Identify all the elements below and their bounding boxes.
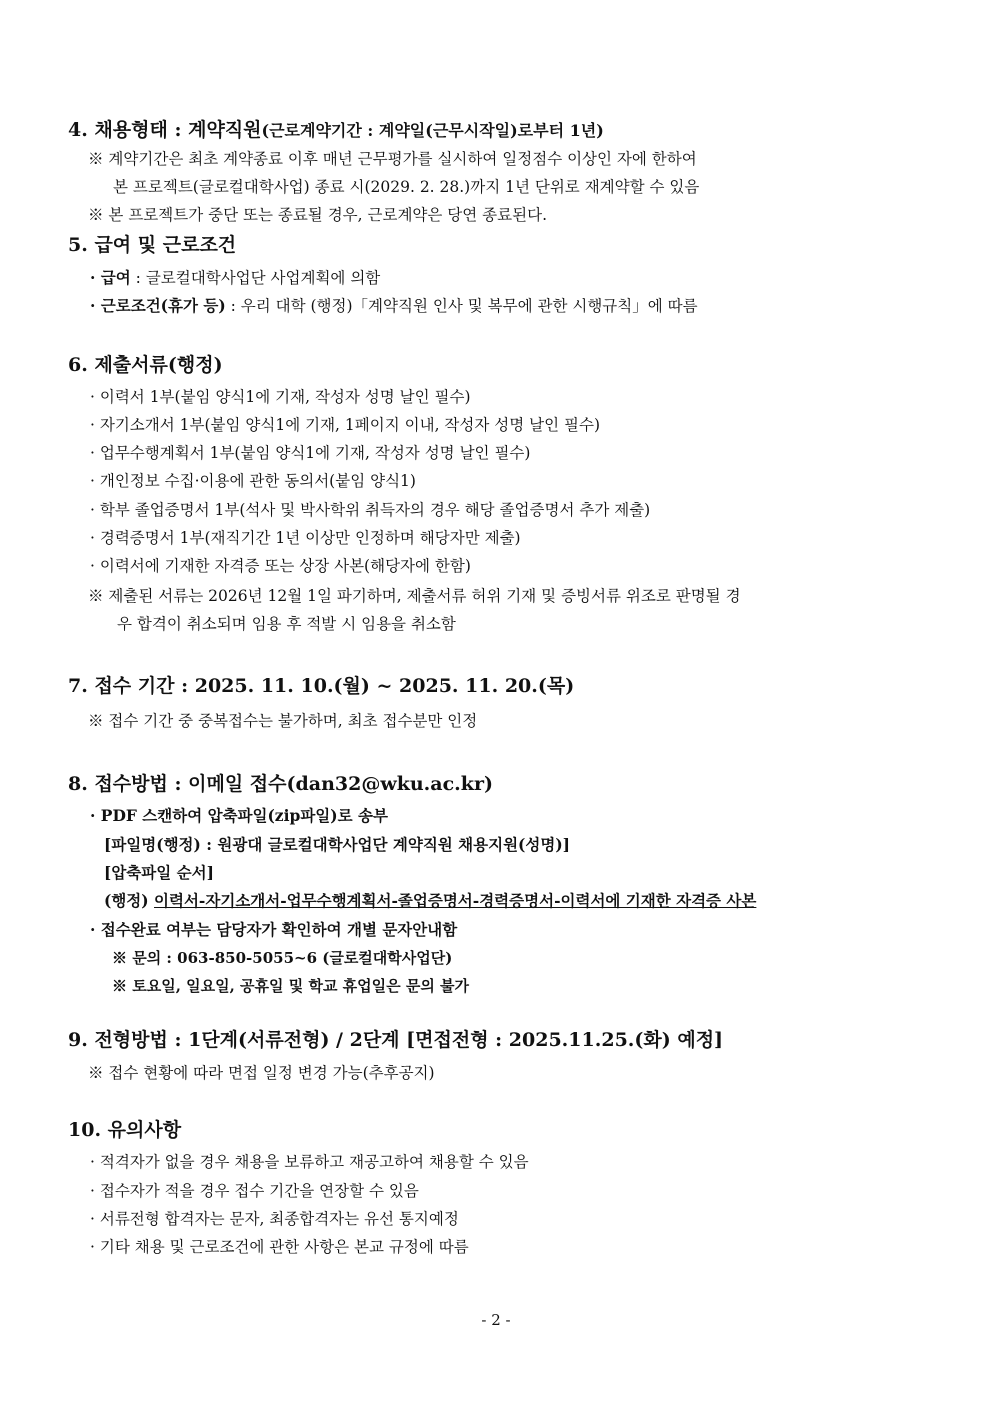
conditions-text: : 우리 대학 (행정)「계약직원 인사 및 복무에 관한 시행규칙」에 따름 bbox=[225, 297, 698, 315]
section-8-filename: [파일명(행정) : 원광대 글로컬대학사업단 계약직원 채용지원(성명)] bbox=[104, 835, 571, 854]
section-8-contact: ※ 문의 : 063-850-5055~6 (글로컬대학사업단) bbox=[112, 949, 453, 967]
section-10-heading: 10. 유의사항 bbox=[68, 1119, 182, 1141]
list-item: · 이력서 1부(붙임 양식1에 기재, 작성자 성명 날인 필수) bbox=[90, 388, 471, 406]
section-8-order-label: [압축파일 순서] bbox=[104, 863, 214, 882]
list-item: · 개인정보 수집·이용에 관한 동의서(붙임 양식1) bbox=[90, 472, 416, 490]
list-item: · 이력서에 기재한 자격증 또는 상장 사본(해당자에 한함) bbox=[90, 557, 471, 575]
section-8-order bbox=[104, 890, 756, 912]
section-9-note: ※ 접수 현황에 따라 면접 일정 변경 가능(추후공지) bbox=[88, 1064, 435, 1082]
section-4-note-1b: 본 프로젝트(글로컬대학사업) 종료 시(2029. 2. 28.)까지 1년 단위로 재계약할 수 있음 bbox=[113, 178, 700, 196]
page-number: - 2 - bbox=[481, 1311, 511, 1329]
section-6-note-a: ※ 제출된 서류는 2026년 12월 1일 파기하며, 제출서류 허위 기재 및 증빙서류 위조로 판명될 경 bbox=[88, 587, 741, 605]
section-4-heading bbox=[68, 117, 604, 144]
order-prefix: (행정) bbox=[104, 891, 155, 910]
list-item: · 학부 졸업증명서 1부(석사 및 박사학위 취득자의 경우 해당 졸업증명서 추가 제출) bbox=[90, 501, 651, 519]
list-item: · 업무수행계획서 1부(붙임 양식1에 기재, 작성자 성명 날인 필수) bbox=[90, 444, 531, 462]
section-4-note-1a: ※ 계약기간은 최초 계약종료 이후 매년 근무평가를 실시하여 일정점수 이상인 자에 한하여 bbox=[88, 150, 697, 168]
list-item: · 자기소개서 1부(붙임 양식1에 기재, 1페이지 이내, 작성자 성명 날인 필수) bbox=[90, 416, 601, 434]
section-8-heading: 8. 접수방법 : 이메일 접수(dan32@wku.ac.kr) bbox=[68, 773, 493, 795]
list-item: · 적격자가 없을 경우 채용을 보류하고 재공고하여 채용할 수 있음 bbox=[90, 1153, 529, 1171]
salary-text: : 글로컬대학사업단 사업계획에 의함 bbox=[130, 269, 381, 287]
section-6-note-b: 우 합격이 취소되며 임용 후 적발 시 임용을 취소함 bbox=[117, 615, 456, 633]
list-item: · 접수자가 적을 경우 접수 기간을 연장할 수 있음 bbox=[90, 1182, 419, 1200]
section-8-no-inquiry: ※ 토요일, 일요일, 공휴일 및 학교 휴업일은 문의 불가 bbox=[112, 977, 470, 995]
section-8-line-5: · 접수완료 여부는 담당자가 확인하여 개별 문자안내함 bbox=[90, 920, 458, 939]
salary-label: · 급여 bbox=[90, 268, 131, 287]
order-sequence: 이력서-자기소개서-업무수행계획서-졸업증명서-경력증명서-이력서에 기재한 자격증 사본 bbox=[154, 891, 757, 910]
section-5-item-conditions bbox=[90, 295, 698, 317]
section-9-heading: 9. 전형방법 : 1단계(서류전형) / 2단계 [면접전형 : 2025.11.25.(화) 예정] bbox=[68, 1029, 724, 1051]
section-5-item-salary bbox=[90, 267, 380, 289]
section-4-contract-period: (근로계약기간 : 계약일(근무시작일)로부터 1년) bbox=[261, 121, 604, 140]
conditions-label: · 근로조건(휴가 등) bbox=[90, 296, 226, 315]
section-8-line-1: · PDF 스캔하여 압축파일(zip파일)로 송부 bbox=[90, 806, 388, 825]
list-item: · 기타 채용 및 근로조건에 관한 사항은 본교 규정에 따름 bbox=[90, 1238, 469, 1256]
section-4-note-2: ※ 본 프로젝트가 중단 또는 종료될 경우, 근로계약은 당연 종료된다. bbox=[88, 206, 547, 224]
section-7-note: ※ 접수 기간 중 중복접수는 불가하며, 최초 접수분만 인정 bbox=[88, 712, 478, 730]
section-6-heading: 6. 제출서류(행정) bbox=[68, 354, 223, 376]
list-item: · 경력증명서 1부(재직기간 1년 이상만 인정하며 해당자만 제출) bbox=[90, 529, 521, 547]
section-5-heading: 5. 급여 및 근로조건 bbox=[68, 234, 237, 256]
list-item: · 서류전형 합격자는 문자, 최종합격자는 유선 통지예정 bbox=[90, 1210, 459, 1228]
section-4-title: 4. 채용형태 : 계약직원 bbox=[68, 119, 262, 141]
section-7-heading: 7. 접수 기간 : 2025. 11. 10.(월) ~ 2025. 11. 20.(목) bbox=[68, 675, 575, 697]
